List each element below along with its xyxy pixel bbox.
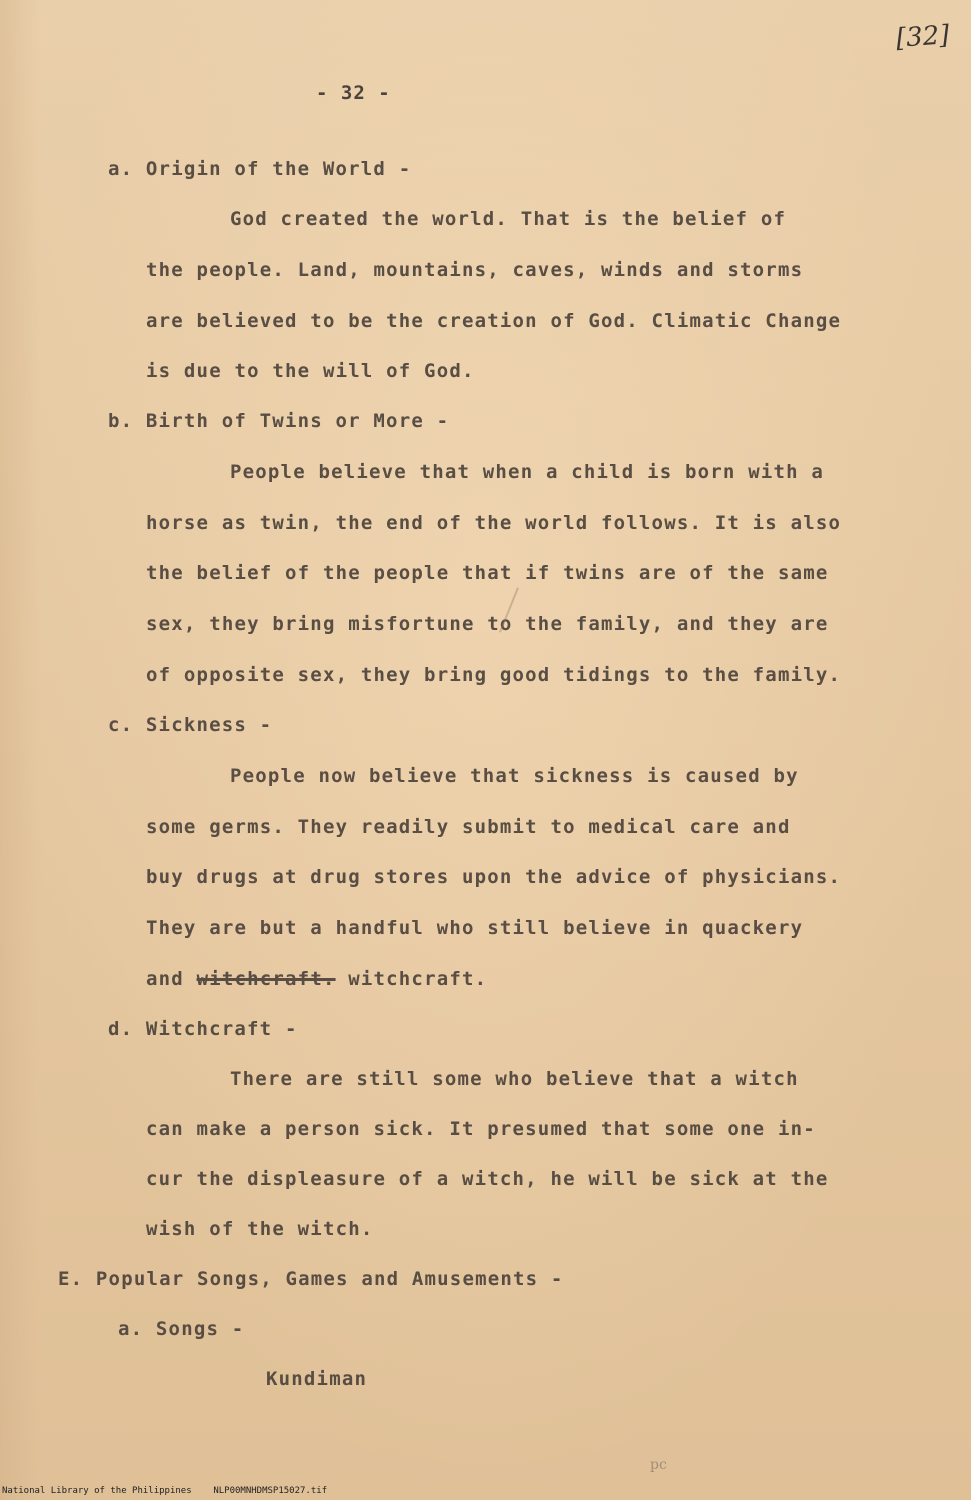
section-b-line-4: sex, they bring misfortune to the family, and they are xyxy=(146,613,829,635)
scan-footer: National Library of the Philippines NLP00MNHDMSP15027.tif xyxy=(2,1486,328,1496)
section-d-line-1: There are still some who believe that a witch xyxy=(230,1068,799,1090)
section-c-line-5-start: and xyxy=(146,968,197,990)
section-a-heading: a. Origin of the World - xyxy=(108,158,412,180)
section-d-heading: d. Witchcraft - xyxy=(108,1018,298,1040)
section-b-line-2: horse as twin, the end of the world follows. It is also xyxy=(146,512,842,534)
section-c-line-4: They are but a handful who still believe in quackery xyxy=(146,917,804,939)
section-d-line-2: can make a person sick. It presumed that some one in- xyxy=(146,1118,816,1140)
section-c-line-3: buy drugs at drug stores upon the advice of physicians. xyxy=(146,866,842,888)
section-d-line-4: wish of the witch. xyxy=(146,1218,374,1240)
section-a-line-3: are believed to be the creation of God. Climatic Change xyxy=(146,310,842,332)
section-b-line-5: of opposite sex, they bring good tidings to the family. xyxy=(146,664,842,686)
section-c-line-5 xyxy=(146,968,487,990)
section-a-line-4: is due to the will of God. xyxy=(146,360,475,382)
section-d-line-3: cur the displeasure of a witch, he will be sick at the xyxy=(146,1168,829,1190)
section-e-a-item: Kundiman xyxy=(266,1368,368,1390)
section-c-line-2: some germs. They readily submit to medical care and xyxy=(146,816,791,838)
section-a-line-2: the people. Land, mountains, caves, winds and storms xyxy=(146,259,804,281)
section-c-line-1: People now believe that sickness is caused by xyxy=(230,765,799,787)
stamp-mark: pc xyxy=(650,1457,667,1473)
section-b-line-3: the belief of the people that if twins are of the same xyxy=(146,562,829,584)
handwritten-page-number: [32] xyxy=(895,20,951,54)
struck-word: witchcraft. xyxy=(196,968,336,990)
section-a-line-1: God created the world. That is the belief of xyxy=(230,208,787,230)
section-c-line-5-end: witchcraft. xyxy=(335,968,488,990)
section-c-heading: c. Sickness - xyxy=(108,714,273,736)
section-e-heading: E. Popular Songs, Games and Amusements - xyxy=(58,1268,564,1290)
page-number: - 32 - xyxy=(316,82,391,104)
section-b-heading: b. Birth of Twins or More - xyxy=(108,410,450,432)
section-b-line-1: People believe that when a child is born with a xyxy=(230,461,825,483)
section-e-a-heading: a. Songs - xyxy=(118,1318,245,1340)
